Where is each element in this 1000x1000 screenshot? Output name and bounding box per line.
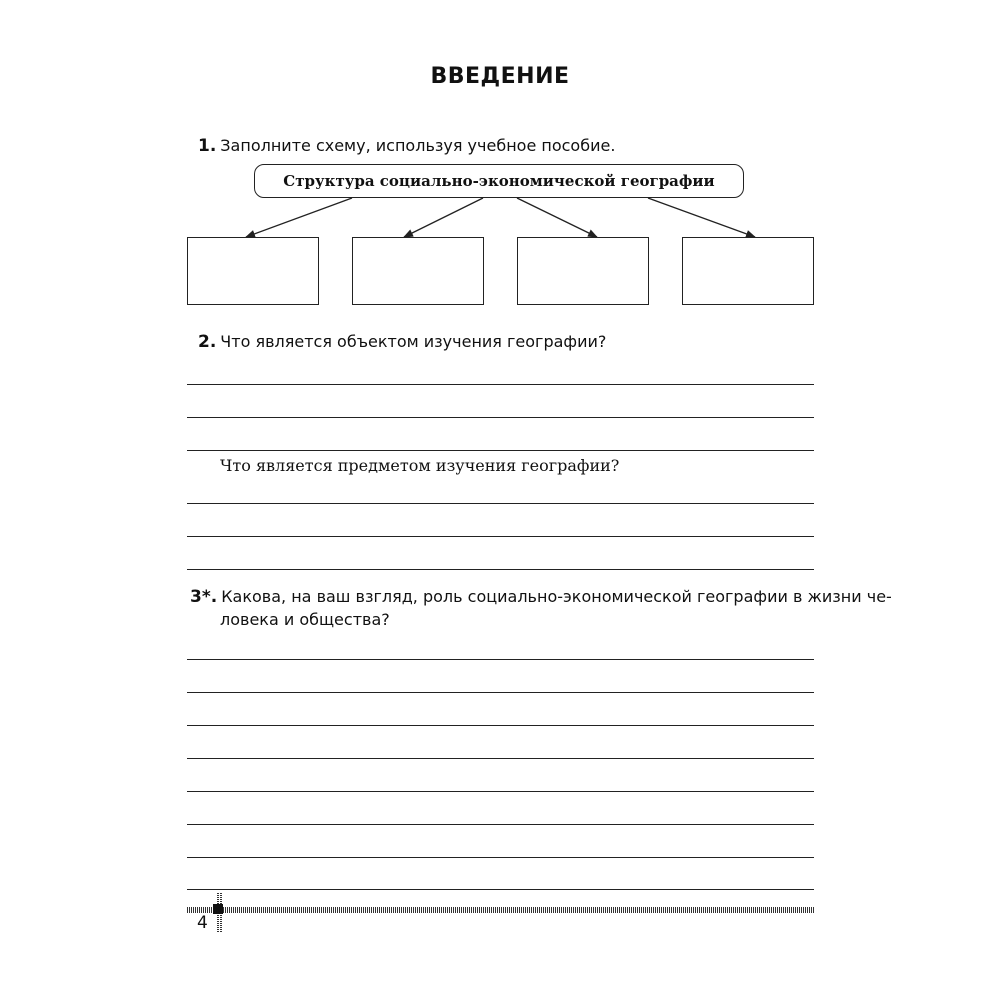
answer-line[interactable] <box>187 659 814 660</box>
answer-line[interactable] <box>187 857 814 858</box>
schema-answer-box-4[interactable] <box>682 237 814 305</box>
arrow-2 <box>404 198 483 237</box>
answer-line[interactable] <box>187 725 814 726</box>
page-title: ВВЕДЕНИЕ <box>430 64 570 89</box>
task-2-number: 2. <box>198 332 217 352</box>
answer-line[interactable] <box>187 450 814 451</box>
answer-line[interactable] <box>187 417 814 418</box>
footer-rule <box>187 907 814 913</box>
answer-line[interactable] <box>187 569 814 570</box>
arrow-4 <box>648 198 755 237</box>
schema-answer-box-3[interactable] <box>517 237 649 305</box>
arrow-1 <box>246 198 352 237</box>
task-3-number: 3*. <box>190 587 218 607</box>
task-3-text-line-1: Какова, на ваш взгляд, роль социально-экономической географии в жизни че- <box>221 587 892 606</box>
answer-line[interactable] <box>187 758 814 759</box>
task-1-text: Заполните схему, используя учебное пособие. <box>220 136 616 155</box>
answer-line[interactable] <box>187 536 814 537</box>
task-2-text: Что является объектом изучения географии? <box>220 332 607 351</box>
footer-marker-square <box>213 904 223 914</box>
answer-line[interactable] <box>187 692 814 693</box>
schema-answer-box-2[interactable] <box>352 237 484 305</box>
task-3 <box>190 585 892 609</box>
answer-line[interactable] <box>187 791 814 792</box>
answer-line[interactable] <box>187 824 814 825</box>
answer-line[interactable] <box>187 889 814 890</box>
answer-line[interactable] <box>187 384 814 385</box>
task-3-text-line-2: ловека и общества? <box>220 610 390 629</box>
task-1-number: 1. <box>198 136 217 156</box>
schema-title: Структура социально-экономической географии <box>283 172 715 190</box>
page-number: 4 <box>197 913 208 933</box>
task-2 <box>198 330 606 354</box>
task-2-subquestion: Что является предметом изучения географии? <box>220 456 620 475</box>
arrow-3 <box>517 198 597 237</box>
schema-answer-box-1[interactable] <box>187 237 319 305</box>
answer-line[interactable] <box>187 503 814 504</box>
